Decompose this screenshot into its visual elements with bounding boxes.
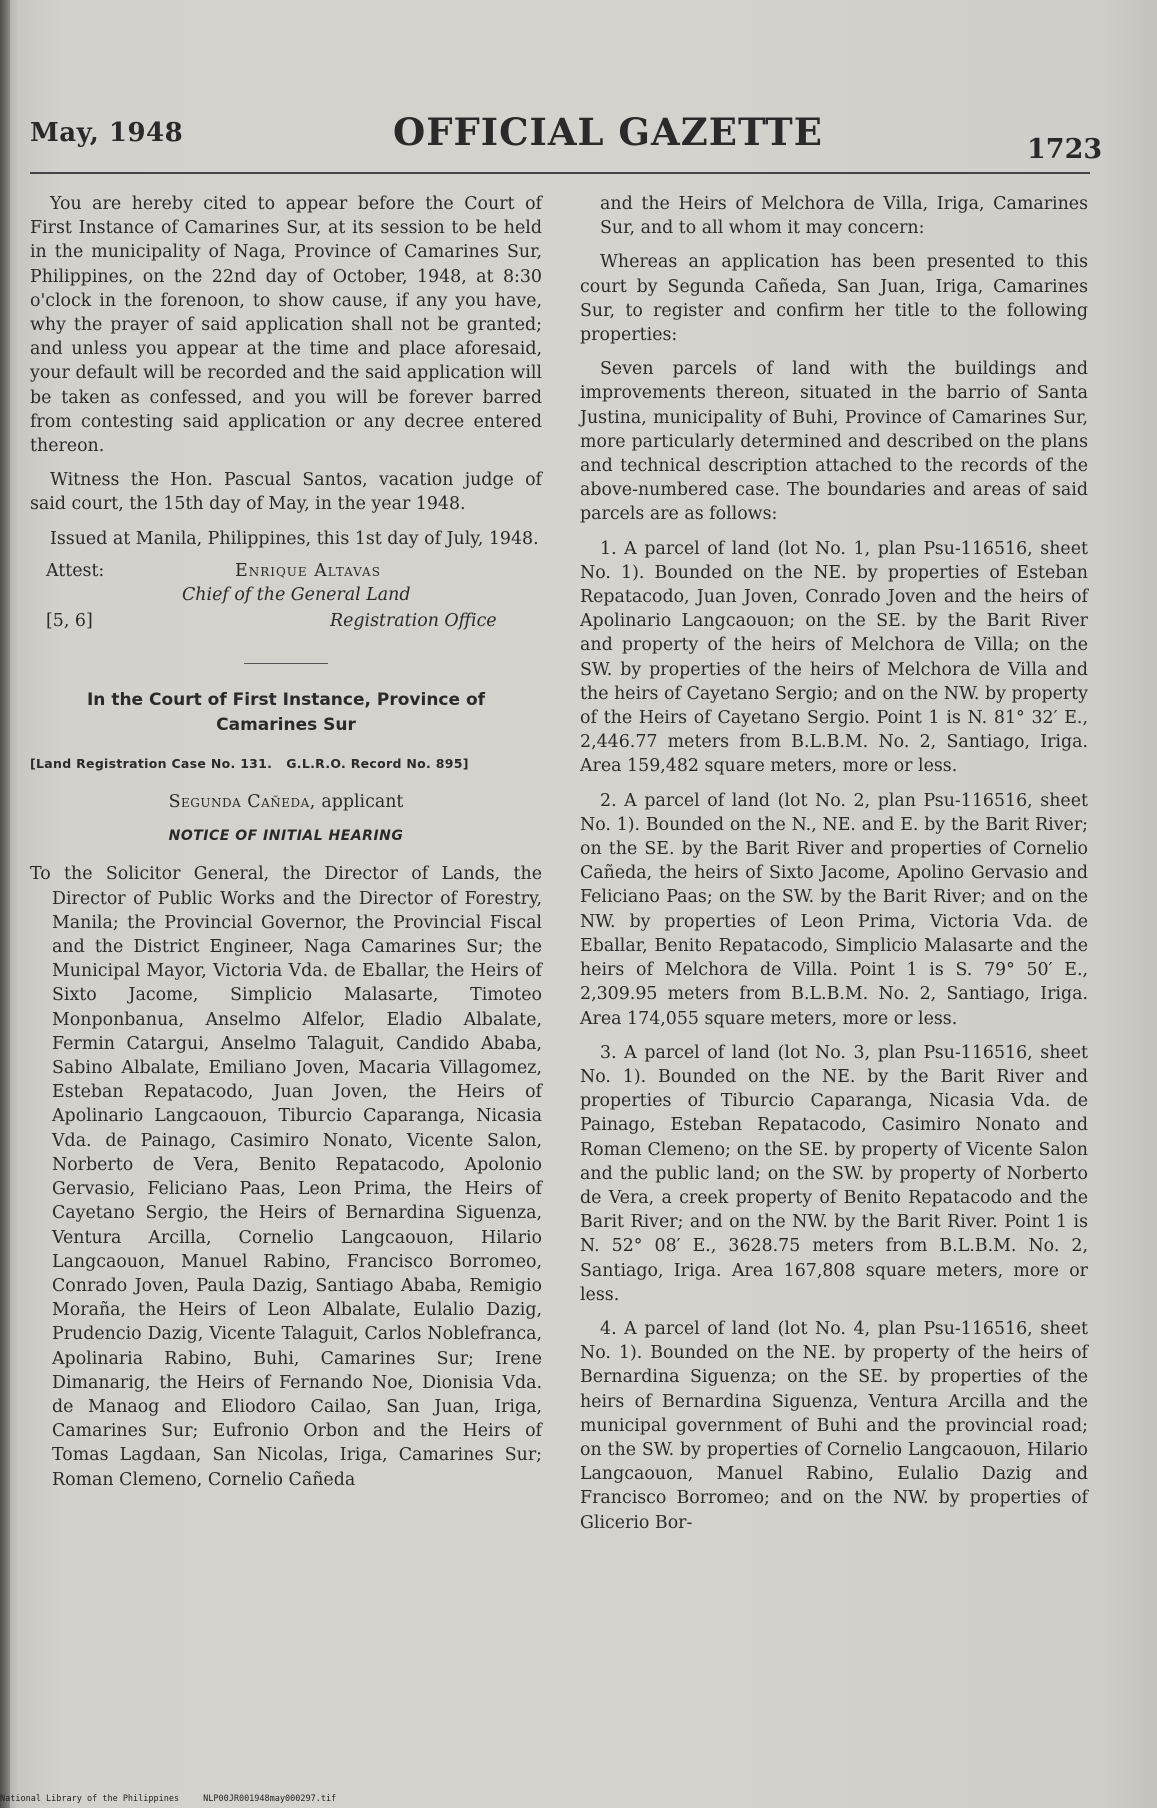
footer-filename: NLP00JR001948may000297.tif	[203, 1794, 337, 1804]
signatory-title-line-2: Registration Office	[330, 610, 497, 631]
applicant-name: Segunda Cañeda,	[168, 792, 316, 813]
record-number: G.L.R.O. Record No. 895]	[286, 755, 469, 771]
witness-paragraph: Witness the Hon. Pascual Santos, vacation judge of said court, the 15th day of May, in the year 1948.	[30, 470, 542, 515]
header-date: May, 1948	[30, 118, 184, 148]
notice-title: NOTICE OF INITIAL HEARING	[168, 828, 404, 845]
description-paragraph: Seven parcels of land with the buildings and improvements thereon, situated in the barrio of Santa Justina, municipality of Buhi, Province of Camarines Sur, more particularly determined and described on the plans and technical description attached to the records of the above-numbered case. The boundaries and areas of said parcels are as follows:	[580, 359, 1088, 525]
addressee-continued: and the Heirs of Melchora de Villa, Iriga, Camarines Sur, and to all whom it may concern:	[600, 194, 1088, 239]
whereas-paragraph: Whereas an application has been presented to this court by Segunda Cañeda, San Juan, Iriga, Camarines Sur, to register and confirm her title to the following properties:	[580, 252, 1088, 346]
attestation-block	[30, 559, 542, 633]
signatory-title-line-1: Chief of the General Land	[182, 584, 411, 605]
case-number: [Land Registration Case No. 131.	[30, 755, 273, 771]
parcel-1-paragraph: 1. A parcel of land (lot No. 1, plan Psu-116516, sheet No. 1). Bounded on the NE. by properties of Esteban Repatacodo, Juan Joven, Conrado Joven and the heirs of Apolinario Langcaouon; on the SE. by the Barit River and property of the heirs of Melchora de Villa; on the SW. by properties of the heirs of Melchora de Villa and the heirs of Cayetano Sergio; and on the NW. by property of the Heirs of Cayetano Sergio. Point 1 is N. 81° 32′ E., 2,446.77 meters from B.L.B.M. No. 2, Santiago, Iriga. Area 159,482 square meters, more or less.	[580, 538, 1088, 777]
parcel-3-paragraph: 3. A parcel of land (lot No. 3, plan Psu-116516, sheet No. 1). Bounded on the NE. by the Barit River and properties of Tiburcio Caparanga, Nicasia Vda. de Painago, Esteban Repatacodo, Casimiro Nonato and Roman Clemeno; on the SE. by property of Vicente Salon and the public land; on the SW. by property of Norberto de Vera, a creek property of Benito Repatacodo and the Barit River; and on the NW. by the Barit River. Point 1 is N. 52° 08′ E., 3628.75 meters from B.L.B.M. No. 2, Santiago, Iriga. Area 167,808 square meters, more or less.	[580, 1042, 1088, 1305]
issued-paragraph: Issued at Manila, Philippines, this 1st day of July, 1948.	[50, 528, 539, 549]
right-column	[580, 192, 1088, 1535]
header-page-number: 1723	[1027, 134, 1103, 165]
header-rule	[30, 172, 1090, 174]
attest-label: Attest:	[46, 560, 105, 581]
parcel-4-paragraph: 4. A parcel of land (lot No. 4, plan Psu-116516, sheet No. 1). Bounded on the NE. by property of the heirs of Bernardina Siguenza; on the SE. by properties of the heirs of Bernardina Siguenza, Ventura Arcilla and the municipal government of Buhi and the provincial road; on the SW. by properties of Cornelio Langcaouon, Hilario Langcaouon, Manuel Rabino, Eulalio Dazig and Francisco Borromeo; and on the NW. by properties of Glicerio Bor-	[580, 1318, 1088, 1533]
header-title: OFFICIAL GAZETTE	[393, 110, 823, 154]
addressee-paragraph: To the Solicitor General, the Director of Lands, the Director of Public Works and the Director of Forestry, Manila; the Provincial Governor, the Provincial Fiscal and the District Engineer, Naga Camarines Sur; the Municipal Mayor, Victoria Vda. de Eballar, the Heirs of Sixto Jacome, Simplicio Malasarte, Timoteo Monponbanua, Anselmo Alfelor, Eladio Albalate, Fermin Catargui, Anselmo Talaguit, Candido Ababa, Sabino Albalate, Emiliano Joven, Macaria Villagomez, Esteban Repatacodo, Juan Joven, the Heirs of Apolinario Langcaouon, Tiburcio Caparanga, Nicasia Vda. de Painago, Casimiro Nonato, Vicente Salon, Norberto de Vera, Benito Repatacodo, Apolonio Gervasio, Feliciano Paas, Leon Prima, the Heirs of Cayetano Sergio, the Heirs of Bernardina Siguenza, Ventura Arcilla, Cornelio Langcaouon, Hilario Langcaouon, Manuel Rabino, Francisco Borromeo, Conrado Joven, Paula Dazig, Santiago Ababa, Remigio Moraña, the Heirs of Leon Albalate, Eulalio Dazig, Prudencio Dazig, Vicente Talaguit, Carlos Noblefranca, Apolinaria Rabino, Buhi, Camarines Sur; Irene Dimanarig, the Heirs of Fernando Noe, Dionisia Vda. de Manaog and Eliodoro Cailao, San Juan, Iriga, Camarines Sur; Eufronio Orbon and the Heirs of Tomas Lagdaan, San Nicolas, Iriga, Camarines Sur; Roman Clemeno, Cornelio Cañeda	[30, 864, 542, 1490]
court-heading	[30, 688, 542, 738]
footer-library: National Library of the Philippines	[0, 1794, 180, 1804]
applicant-role: applicant	[321, 792, 404, 813]
court-heading-line-2: Camarines Sur	[216, 714, 356, 735]
section-divider	[244, 663, 328, 664]
parcel-2-paragraph: 2. A parcel of land (lot No. 2, plan Psu-116516, sheet No. 1). Bounded on the N., NE. and E. by the Barit River; on the SE. by the Barit River and properties of Cornelio Cañeda, the heirs of Sixto Jacome, Apolino Gervasio and Feliciano Paas; on the SW. by the Barit River; and on the NW. by properties of Leon Prima, Victoria Vda. de Eballar, Benito Repatacodo, Simplicio Malasarte and the heirs of Melchora de Villa. Point 1 is S. 79° 50′ E., 2,309.95 meters from B.L.B.M. No. 2, Santiago, Iriga. Area 174,055 square meters, more or less.	[580, 790, 1088, 1029]
court-heading-line-1: In the Court of First Instance, Province of	[86, 689, 486, 710]
case-record-line	[30, 752, 542, 776]
scan-footer	[0, 1794, 336, 1804]
applicant-line	[30, 790, 542, 814]
publication-reference: [5, 6]	[46, 610, 93, 631]
citation-paragraph: You are hereby cited to appear before the Court of First Instance of Camarines Sur, at its session to be held in the municipality of Naga, Province of Camarines Sur, Philippines, on the 22nd day of October, 1948, at 8:30 o'clock in the forenoon, to show cause, if any you have, why the prayer of said application shall not be granted; and unless you appear at the time and place aforesaid, your default will be recorded and the said application will be taken as confessed, and you will be forever barred from contesting said application or any decree entered thereon.	[30, 194, 542, 457]
signatory-name: Enrique Altavas	[235, 560, 381, 581]
left-column	[30, 192, 542, 1492]
binding-spine-shadow	[0, 0, 10, 1808]
